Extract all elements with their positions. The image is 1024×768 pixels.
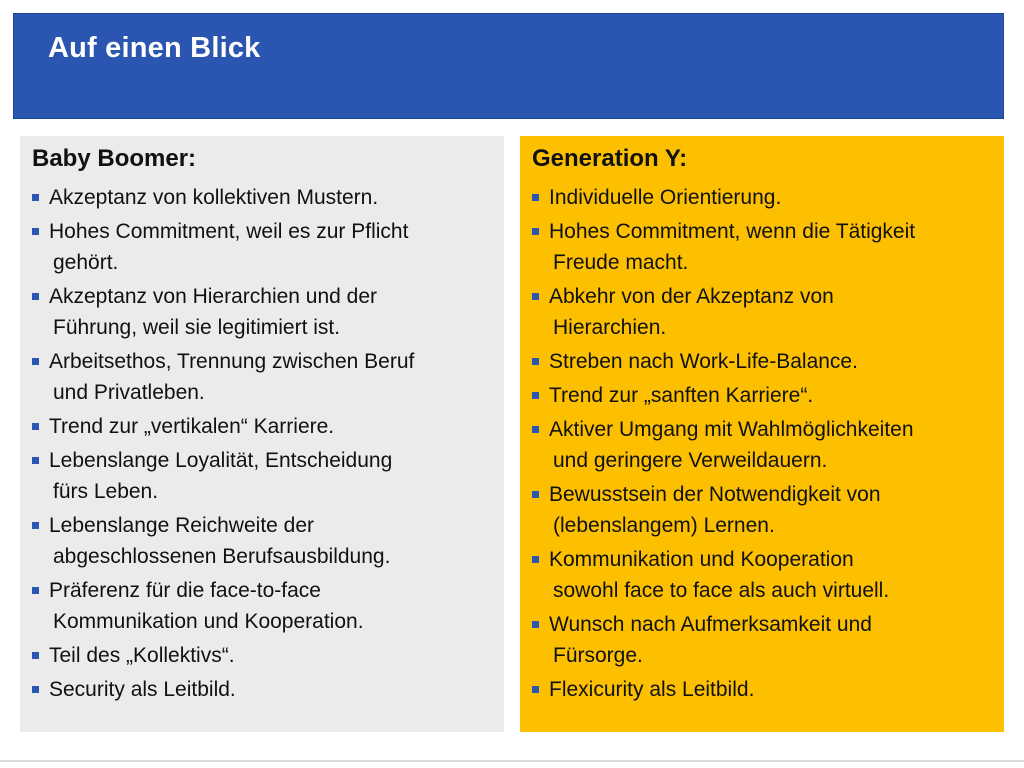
square-bullet-icon [32, 194, 39, 201]
generation-y-heading: Generation Y: [532, 145, 688, 172]
square-bullet-icon [532, 621, 539, 628]
square-bullet-icon [32, 228, 39, 235]
list-item-text: Lebenslange Loyalität, Entscheidung [49, 449, 393, 472]
list-item-text: Trend zur „vertikalen“ Karriere. [49, 415, 335, 438]
square-bullet-icon [532, 228, 539, 235]
list-item-text: Lebenslange Reichweite der [49, 514, 315, 537]
list-item-text-continued: sowohl face to face als auch virtuell. [553, 579, 890, 602]
list-item-text-continued: (lebenslangem) Lernen. [553, 514, 775, 537]
list-item [32, 445, 494, 507]
square-bullet-icon [32, 423, 39, 430]
list-item [532, 182, 994, 213]
square-bullet-icon [532, 358, 539, 365]
list-item-text: Abkehr von der Akzeptanz von [549, 285, 834, 308]
list-item-text: Bewusstsein der Notwendigkeit von [549, 483, 881, 506]
square-bullet-icon [32, 457, 39, 464]
list-item [532, 609, 994, 671]
list-item-text-continued: Hierarchien. [553, 316, 667, 339]
list-item-text: Teil des „Kollektivs“. [49, 644, 235, 667]
list-item [532, 544, 994, 606]
list-item-text-continued: gehört. [53, 251, 119, 274]
square-bullet-icon [532, 426, 539, 433]
list-item-text-continued: Führung, weil sie legitimiert ist. [53, 316, 341, 339]
page-title: Auf einen Blick [48, 32, 261, 64]
list-item-text: Kommunikation und Kooperation [549, 548, 854, 571]
list-item [32, 281, 494, 343]
list-item-text: Streben nach Work-Life-Balance. [549, 350, 858, 373]
list-item [32, 411, 494, 442]
baby-boomer-heading: Baby Boomer: [32, 145, 197, 172]
square-bullet-icon [32, 686, 39, 693]
list-item-text-continued: Kommunikation und Kooperation. [53, 610, 364, 633]
list-item [532, 346, 994, 377]
list-item [532, 414, 994, 476]
list-item-text: Flexicurity als Leitbild. [549, 678, 755, 701]
list-item-text: Security als Leitbild. [49, 678, 236, 701]
list-item [32, 674, 494, 705]
list-item-text: Akzeptanz von Hierarchien und der [49, 285, 378, 308]
list-item [32, 640, 494, 671]
baby-boomer-panel [20, 136, 504, 732]
list-item-text: Wunsch nach Aufmerksamkeit und [549, 613, 872, 636]
square-bullet-icon [532, 194, 539, 201]
list-item [32, 182, 494, 213]
list-item-text-continued: fürs Leben. [53, 480, 159, 503]
list-item-text-continued: abgeschlossenen Berufsausbildung. [53, 545, 391, 568]
list-item [532, 281, 994, 343]
title-banner [13, 13, 1004, 119]
list-item [532, 380, 994, 411]
list-item-text: Aktiver Umgang mit Wahlmöglichkeiten [549, 418, 914, 441]
square-bullet-icon [32, 358, 39, 365]
list-item [532, 479, 994, 541]
list-item-text: Individuelle Orientierung. [549, 186, 782, 209]
list-item-text: Trend zur „sanften Karriere“. [549, 384, 814, 407]
list-item-text-continued: und Privatleben. [53, 381, 205, 404]
list-item-text: Arbeitsethos, Trennung zwischen Beruf [49, 350, 415, 373]
bottom-divider [0, 760, 1024, 762]
list-item-text: Präferenz für die face-to-face [49, 579, 321, 602]
list-item-text-continued: und geringere Verweildauern. [553, 449, 828, 472]
generation-y-panel [520, 136, 1004, 732]
list-item [532, 216, 994, 278]
list-item [32, 216, 494, 278]
square-bullet-icon [32, 522, 39, 529]
list-item-text: Akzeptanz von kollektiven Mustern. [49, 186, 379, 209]
list-item [532, 674, 994, 705]
square-bullet-icon [32, 652, 39, 659]
list-item-text-continued: Freude macht. [553, 251, 689, 274]
list-item-text-continued: Fürsorge. [553, 644, 643, 667]
square-bullet-icon [32, 587, 39, 594]
list-item [32, 510, 494, 572]
square-bullet-icon [32, 293, 39, 300]
square-bullet-icon [532, 686, 539, 693]
list-item [32, 346, 494, 408]
list-item-text: Hohes Commitment, wenn die Tätigkeit [549, 220, 916, 243]
square-bullet-icon [532, 491, 539, 498]
list-item-text: Hohes Commitment, weil es zur Pflicht [49, 220, 409, 243]
generation-y-list [532, 182, 994, 705]
square-bullet-icon [532, 293, 539, 300]
baby-boomer-list [32, 182, 494, 705]
list-item [32, 575, 494, 637]
square-bullet-icon [532, 556, 539, 563]
square-bullet-icon [532, 392, 539, 399]
